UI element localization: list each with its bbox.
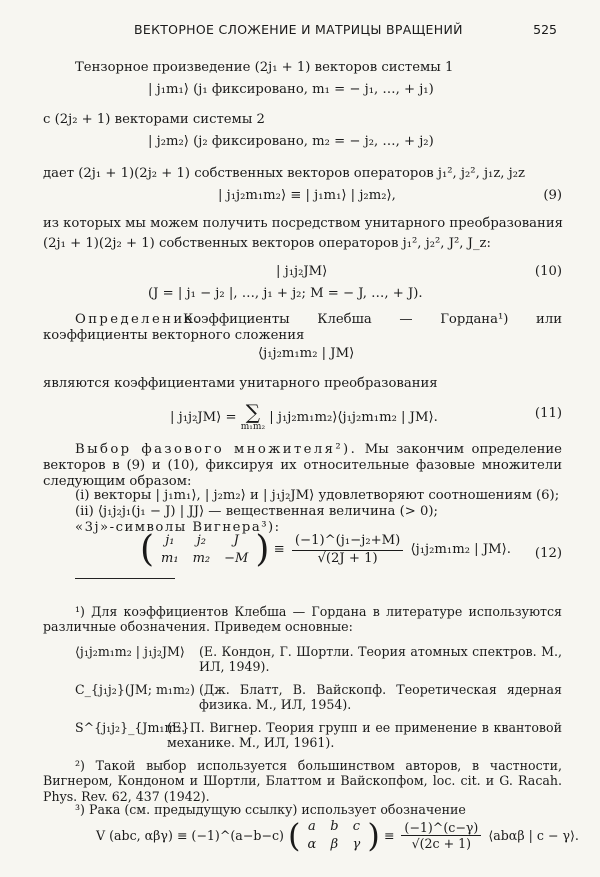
fraction-numerator: (−1)^(j₁−j₂+M) (292, 533, 403, 550)
racah-matrix (300, 818, 367, 853)
equation-10-number: (10) (534, 264, 562, 279)
threej-matrix (154, 532, 255, 567)
equation-11 (170, 402, 438, 433)
footnote-1-reference-b: (Дж. Блатт, В. Вайскопф. Теоретическая ядерная физика. М., ИЛ, 1954). (199, 682, 562, 713)
definition-heading: Определение. (75, 312, 202, 327)
threej-heading: «3j»-символы Вигнера³): (75, 520, 281, 535)
text-line-1: Тензорное произведение (2j₁ + 1) векторов системы 1 (75, 60, 454, 75)
matrix-cell: a (307, 819, 316, 834)
matrix-cell: γ (352, 836, 361, 852)
footnote-1-notation-b: C_{j₁j₂}(JM; m₁m₂) (75, 682, 195, 697)
equation-12-tail: ⟨j₁j₂m₁m₂ | JM⟩. (410, 541, 511, 557)
matrix-cell: J (233, 533, 239, 549)
equation-12-number: (12) (534, 546, 562, 561)
sum-operator (241, 402, 265, 433)
footnote-1-reference-a: (Е. Кондон, Г. Шортли. Теория атомных спектров. М., ИЛ, 1949). (199, 644, 562, 675)
definition-text: Коэффициенты Клебша — Гордана¹) или коэффициенты векторного сложения (43, 312, 562, 344)
phase-text: Мы закончим определение векторов в (9) и (10), фиксируя их относительные фазовые множители следующим образом: (43, 442, 562, 490)
footnote-3: ³) Рака (см. предыдущую ссылку) использует обозначение (75, 802, 466, 817)
matrix-cell: −M (224, 551, 249, 566)
equation-9-number: (9) (543, 188, 562, 203)
footnote-1-intro: ¹) Для коэффициентов Клебша — Гордана в литературе используются различные обозначения. Приведем основные: (43, 604, 562, 635)
matrix-cell: j₂ (196, 533, 206, 549)
equivalence-sign: ≡ (383, 827, 395, 843)
footnote-3-tail: ⟨abαβ | c − γ⟩. (488, 827, 579, 843)
page-number: 525 (533, 22, 557, 37)
equivalence-sign: ≡ (273, 541, 285, 557)
sum-subscript: m₁m₂ (240, 422, 266, 432)
footnote-rule (75, 578, 175, 579)
equation-12 (140, 529, 511, 570)
footnote-1-reference-c: (Е. П. Вигнер. Теория групп и ее применение в квантовой механике. М., ИЛ, 1961). (167, 720, 562, 751)
equation-11-number: (11) (534, 406, 562, 421)
equation-11-lhs: | j₁j₂JM⟩ = (170, 409, 241, 425)
equation-10a: | j₁j₂JM⟩ (276, 264, 328, 279)
matrix-cell: m₂ (192, 551, 211, 566)
footnote-3-equation (96, 818, 579, 853)
matrix-cell: c (352, 819, 361, 834)
item-i: (i) векторы | j₁m₁⟩, | j₂m₂⟩ и | j₁j₂JM⟩ удовлетворяют соотношениям (6); (75, 488, 560, 503)
phase-heading: Выбор фазового множителя²). (75, 442, 358, 457)
matrix-cell: m₁ (161, 551, 179, 566)
left-paren: ( (140, 529, 155, 570)
text-line-6: являются коэффициентами унитарного преобразования (43, 376, 438, 391)
equation-a: | j₁m₁⟩ (j₁ фиксировано, m₁ = − j₁, …, + j₁) (148, 82, 434, 97)
text-line-3: дает (2j₁ + 1)(2j₂ + 1) собственных векторов операторов j₁², j₂², j₁z, j₂z (43, 166, 526, 181)
fraction-denominator: √(2c + 1) (411, 836, 472, 852)
matrix-cell: b (330, 819, 339, 834)
equation-b: | j₂m₂⟩ (j₂ фиксировано, m₂ = − j₂, …, + j₂) (148, 134, 434, 149)
running-title: ВЕКТОРНОЕ СЛОЖЕНИЕ И МАТРИЦЫ ВРАЩЕНИЙ (134, 22, 463, 37)
matrix-cell: j₁ (165, 533, 175, 549)
right-paren: ) (255, 529, 270, 570)
equation-9: | j₁j₂m₁m₂⟩ ≡ | j₁m₁⟩ | j₂m₂⟩, (218, 188, 396, 203)
footnote-1-notation-c: S^{j₁j₂}_{Jm₁m₂} (75, 720, 190, 735)
item-ii: (ii) ⟨j₁j₂j₁(j₁ − J) | JJ⟩ — вещественная величина (> 0); (75, 504, 438, 519)
matrix-cell: β (330, 836, 339, 852)
equation-10b: (J = | j₁ − j₂ |, …, j₁ + j₂; M = − J, …, + J). (148, 286, 423, 301)
fraction (401, 820, 481, 852)
matrix-cell: α (307, 836, 317, 852)
equation-11-rhs: | j₁j₂m₁m₂⟩⟨j₁j₂m₁m₂ | JM⟩. (269, 409, 438, 425)
footnote-1-notation-a: ⟨j₁j₂m₁m₂ | j₁j₂JM⟩ (75, 644, 185, 659)
phase-paragraph (43, 442, 562, 490)
sum-symbol: ∑ (245, 400, 261, 424)
cg-coefficient: ⟨j₁j₂m₁m₂ | JM⟩ (258, 346, 355, 361)
right-paren: ) (367, 816, 380, 855)
fraction (292, 533, 403, 566)
left-paren: ( (287, 816, 301, 855)
fraction-denominator: √(2J + 1) (317, 550, 378, 566)
text-line-4: из которых мы можем получить посредством унитарного преобразования (43, 216, 563, 231)
text-line-5: (2j₁ + 1)(2j₂ + 1) собственных векторов операторов j₁², j₂², J², J_z: (43, 236, 491, 251)
footnote-2: ²) Такой выбор используется большинством авторов, в частности, Вигнером, Кондоном и Шортли, Блаттом и Вайскопфом, loc. cit. и G. Racah. Phys. Rev. 62, 437 (1942). (43, 758, 562, 804)
footnote-3-lhs: V (abc, αβγ) ≡ (−1)^(a−b−c) (96, 827, 284, 843)
text-line-2: с (2j₂ + 1) векторами системы 2 (43, 112, 265, 127)
fraction-numerator: (−1)^(c−γ) (401, 820, 481, 836)
